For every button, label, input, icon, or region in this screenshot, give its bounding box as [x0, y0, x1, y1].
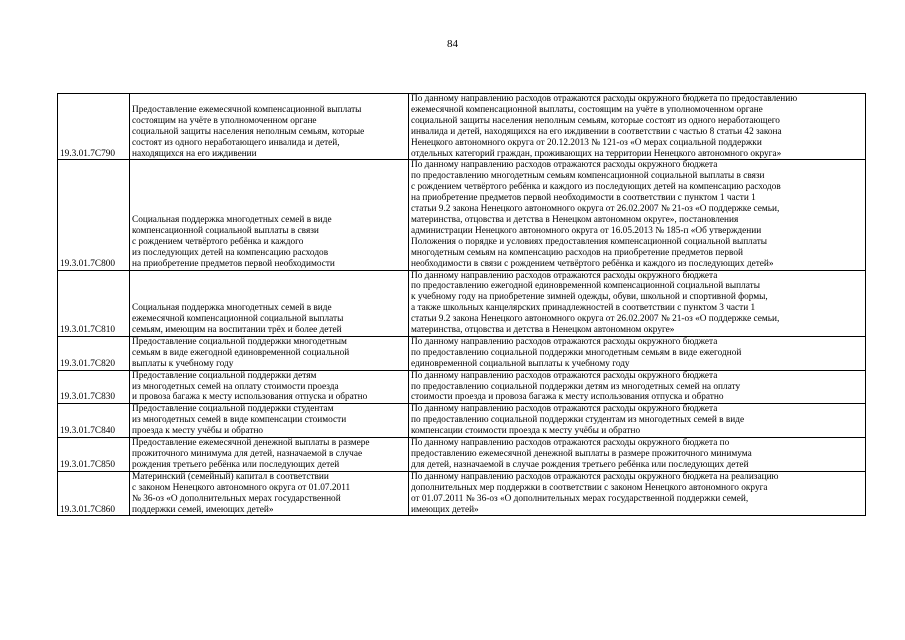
expense-name-cell	[130, 438, 409, 472]
expense-name-line: Предоставление социальной поддержки детям	[132, 370, 317, 381]
expense-description-cell	[409, 336, 866, 370]
expense-description-line: администрации Ненецкого автономного округа от 16.05.2013 № 185-п «Об утверждении	[411, 225, 762, 236]
expense-name-line: Предоставление ежемесячной компенсационной выплаты	[132, 104, 362, 115]
expense-name-cell	[130, 336, 409, 370]
expense-description-line: социальной защиты населения неполным семьям, которые состоят из одного неработающего	[411, 115, 780, 126]
expense-description-line: По данному направлению расходов отражаются расходы окружного бюджета	[411, 370, 718, 381]
expense-code-cell: 19.3.01.7С830	[58, 370, 130, 404]
expense-name-line: Предоставление ежемесячной денежной выплаты в размере	[132, 438, 370, 449]
table-row	[58, 404, 866, 438]
expense-name-line: и провоза багажа к месту использования отпуска и обратно	[132, 392, 368, 403]
expense-name-line: Социальная поддержка многодетных семей в виде	[132, 303, 332, 314]
expense-description-line: По данному направлению расходов отражаются расходы окружного бюджета по предоставлению	[411, 94, 798, 104]
expense-name-line: семьям, имеющим на воспитании трёх и более детей	[132, 325, 342, 336]
expense-description-line: По данному направлению расходов отражаются расходы окружного бюджета	[411, 404, 718, 415]
expense-description-line: Ненецкого автономного округа от 20.12.2013 № 121-оз «О мерах социальной поддержки	[411, 137, 762, 148]
table-row	[58, 370, 866, 404]
expense-name-cell	[130, 94, 409, 160]
expense-description-line: дополнительных мер поддержки в соответствии с законом Ненецкого автономного округа	[411, 482, 768, 493]
table-row	[58, 270, 866, 336]
expense-description-line: к учебному году на приобретение зимней одежды, обуви, школьной и спортивной формы,	[411, 292, 768, 303]
expense-name-line: Социальная поддержка многодетных семей в виде	[132, 214, 332, 225]
expense-description-line: имеющих детей»	[411, 504, 479, 515]
expense-name-line: состоят из одного неработающего инвалида и детей,	[132, 137, 340, 148]
expense-description-line: По данному направлению расходов отражаются расходы окружного бюджета на реализацию	[411, 471, 779, 482]
expense-name-line: поддержки семей, имеющих детей»	[132, 504, 274, 515]
expense-code-cell: 19.3.01.7С790	[58, 94, 130, 160]
table-row	[58, 94, 866, 160]
expense-description-line: для детей, назначаемой в случае рождения третьего ребёнка или последующих детей	[411, 459, 749, 470]
expense-name-line: Предоставление социальной поддержки студентам	[132, 404, 334, 415]
table-row	[58, 438, 866, 472]
expense-name-cell	[130, 404, 409, 438]
expense-code-cell: 19.3.01.7С800	[58, 160, 130, 270]
expense-name-line: находящихся на его иждивении	[132, 148, 257, 159]
expense-description-line: отдельных категорий граждан, проживающих на территории Ненецкого автономного округа»	[411, 148, 782, 159]
expense-name-line: из многодетных семей в виде компенсации стоимости	[132, 415, 347, 426]
expense-description-line: с рождением четвёртого ребёнка и каждого из последующих детей на компенсацию расходов	[411, 182, 781, 193]
expense-description-line: единовременной социальной выплаты к учебному году	[411, 358, 630, 369]
expense-name-line: с рождением четвёртого ребёнка и каждого	[132, 236, 304, 247]
expense-description-line: По данному направлению расходов отражаются расходы окружного бюджета	[411, 270, 718, 281]
expense-code-cell: 19.3.01.7С810	[58, 270, 130, 336]
expense-description-line: По данному направлению расходов отражаются расходы окружного бюджета по	[411, 438, 730, 449]
expense-description-line: По данному направлению расходов отражаются расходы окружного бюджета	[411, 160, 718, 171]
expense-name-cell	[130, 160, 409, 270]
expense-name-line: ежемесячной компенсационной социальной выплаты	[132, 314, 344, 325]
expense-name-line: из последующих детей на компенсацию расходов	[132, 247, 329, 258]
expense-name-cell	[130, 370, 409, 404]
expense-description-cell	[409, 160, 866, 270]
expense-description-line: по предоставлению социальной поддержки студентам из многодетных семей в виде	[411, 415, 745, 426]
expense-name-line: социальной защиты населения неполным семьям, которые	[132, 126, 365, 137]
expense-description-cell	[409, 270, 866, 336]
expense-description-line: многодетным семьям на компенсацию расходов на приобретение предметов первой	[411, 247, 743, 258]
budget-classification-table	[57, 93, 866, 516]
expense-description-line: необходимости в связи с рождением четвёртого ребёнка и каждого из последующих детей»	[411, 258, 774, 269]
table-row	[58, 471, 866, 516]
expense-name-line: выплаты к учебному году	[132, 358, 234, 369]
expense-name-line: семьям в виде ежегодной единовременной социальной	[132, 347, 350, 358]
expense-name-line: № 36-оз «О дополнительных мерах государственной	[132, 493, 341, 504]
expense-code-cell: 19.3.01.7С820	[58, 336, 130, 370]
page-number: 84	[447, 38, 458, 50]
expense-description-cell	[409, 438, 866, 472]
expense-description-line: по предоставлению социальной поддержки многодетным семьям в виде ежегодной	[411, 347, 742, 358]
expense-name-cell	[130, 270, 409, 336]
expense-description-line: а также школьных канцелярских принадлежностей в соответствии с пунктом 3 части 1	[411, 303, 756, 314]
expense-description-line: По данному направлению расходов отражаются расходы окружного бюджета	[411, 336, 718, 347]
expense-description-cell	[409, 370, 866, 404]
expense-name-line: проезда к месту учёбы и обратно	[132, 426, 264, 437]
expense-description-line: на приобретение предметов первой необходимости в соответствии с пунктом 1 части 1	[411, 193, 756, 204]
expense-code-cell: 19.3.01.7С850	[58, 438, 130, 472]
expense-description-cell	[409, 404, 866, 438]
expense-description-line: ежемесячной компенсационной выплаты, состоящим на учёте в уполномоченном органе	[411, 104, 763, 115]
expense-description-line: компенсации стоимости проезда к месту учёбы и обратно	[411, 426, 641, 437]
expense-description-cell	[409, 94, 866, 160]
expense-name-line: из многодетных семей на оплату стоимости проезда	[132, 381, 339, 392]
expense-name-line: Предоставление социальной поддержки многодетным	[132, 336, 347, 347]
expense-name-line: с законом Ненецкого автономного округа от 01.07.2011	[132, 482, 351, 493]
expense-code-cell: 19.3.01.7С840	[58, 404, 130, 438]
expense-name-line: на приобретение предметов первой необходимости	[132, 258, 335, 269]
table-row	[58, 336, 866, 370]
expense-description-line: по предоставлению ежегодной единовременной компенсационной социальной выплаты	[411, 281, 760, 292]
expense-description-line: стоимости проезда и провоза багажа к месту использования отпуска и обратно	[411, 392, 724, 403]
expense-description-line: от 01.07.2011 № 36-оз «О дополнительных мерах государственной поддержки семей,	[411, 493, 749, 504]
expense-description-line: материнства, отцовства и детства в Ненецком автономном округе», постановления	[411, 214, 739, 225]
expense-description-cell	[409, 471, 866, 516]
expense-description-line: предоставлению ежемесячной денежной выплаты в размере прожиточного минимума	[411, 449, 752, 459]
expense-description-line: по предоставлению многодетным семьям компенсационной социальной выплаты в связи	[411, 171, 765, 182]
expense-description-line: инвалида и детей, находящихся на его иждивении в соответствии с частью 8 статьи 42 закона	[411, 126, 782, 137]
expense-name-line: компенсационной социальной выплаты в связи	[132, 225, 319, 236]
expense-description-line: по предоставлению социальной поддержки детям из многодетных семей на оплату	[411, 381, 741, 392]
table-row	[58, 160, 866, 270]
expense-description-line: материнства, отцовства и детства в Ненецком автономном округе»	[411, 325, 675, 336]
expense-name-line: прожиточного минимума для детей, назначаемой в случае	[132, 449, 363, 459]
expense-description-line: статьи 9.2 закона Ненецкого автономного округа от 26.02.2007 № 21-оз «О поддержке семьи,	[411, 204, 780, 215]
expense-name-line: Материнский (семейный) капитал в соответствии	[132, 471, 329, 482]
expense-description-line: статьи 9.2 закона Ненецкого автономного округа от 26.02.2007 № 21-оз «О поддержке семьи,	[411, 314, 780, 325]
expense-name-line: состоящим на учёте в уполномоченном органе	[132, 115, 317, 126]
expense-description-line: Положения о порядке и условиях предоставления компенсационной социальной выплаты	[411, 236, 768, 247]
expense-code-cell: 19.3.01.7С860	[58, 471, 130, 516]
expense-name-line: рождения третьего ребёнка или последующих детей	[132, 459, 340, 470]
expense-name-cell	[130, 471, 409, 516]
